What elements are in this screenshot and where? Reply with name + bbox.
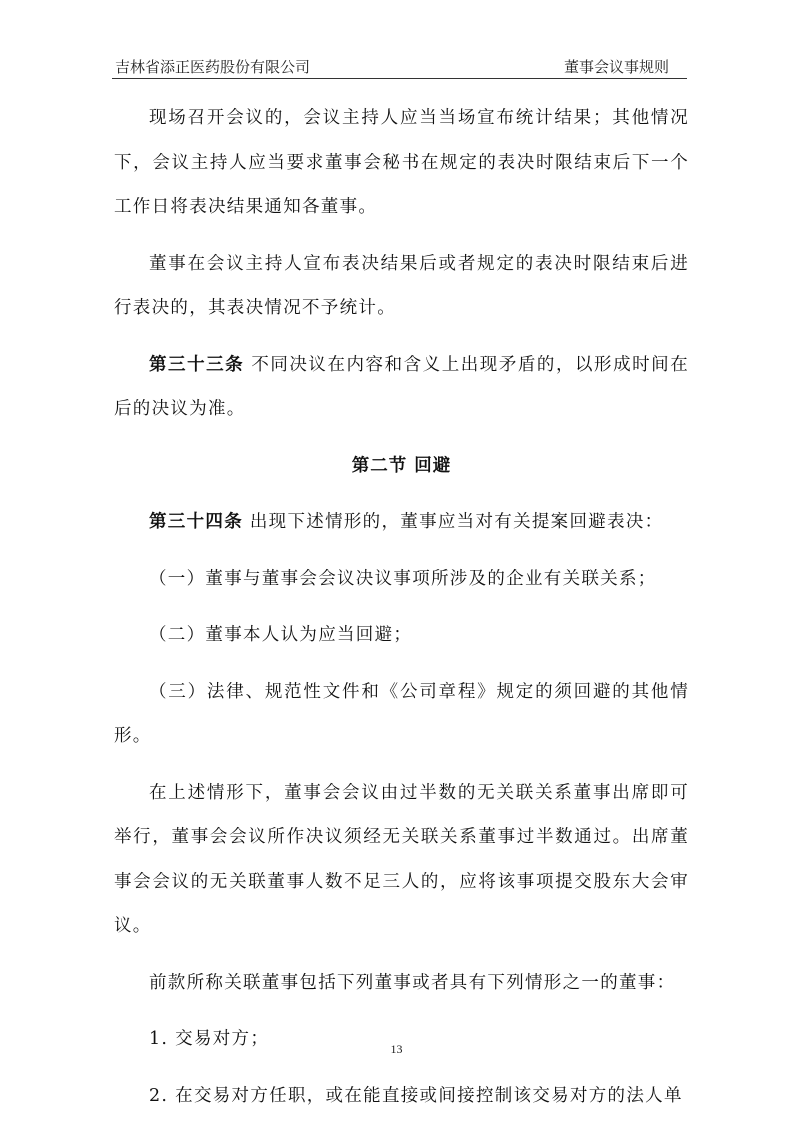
paragraph-late-vote: 董事在会议主持人宣布表决结果后或者规定的表决时限结束后进行表决的，其表决情况不予统计。	[114, 253, 689, 318]
page-header	[112, 52, 687, 79]
article-34	[114, 500, 689, 545]
article-33-label: 第三十三条	[149, 354, 245, 375]
article-34-label: 第三十四条	[149, 512, 243, 532]
numbered-item-1: 1. 交易对方；	[149, 1029, 270, 1049]
section-heading: 第二节 回避	[351, 455, 452, 476]
paragraph-vote-result-announcement: 现场召开会议的，会议主持人应当当场宣布统计结果；其他情况下，会议主持人应当要求董事会秘书在规定的表决时限结束后下一个工作日将表决结果通知各董事。	[114, 108, 689, 217]
list-item-2: （二）董事本人认为应当回避；	[149, 625, 413, 645]
document-body	[114, 96, 689, 1118]
article-34-text: 出现下述情形的，董事应当对有关提案回避表决：	[249, 512, 664, 532]
page-number: 13	[390, 1042, 403, 1056]
paragraph-related-directors: 前款所称关联董事包括下列董事或者具有下列情形之一的董事：	[149, 972, 676, 993]
list-item-1: （一）董事与董事会会议决议事项所涉及的企业有关联关系；	[149, 568, 657, 589]
list-item-3: （三）法律、规范性文件和《公司章程》规定的须回避的其他情形。	[114, 681, 689, 746]
paragraph-quorum: 在上述情形下，董事会会议由过半数的无关联关系董事出席即可举行，董事会会议所作决议须经无关联关系董事过半数通过。出席董事会会议的无关联董事人数不足三人的，应将该事项提交股东大会审议。	[114, 782, 689, 936]
numbered-item-2: 2. 在交易对方任职，或在能直接或间接控制该交易对方的法人单	[149, 1085, 683, 1106]
header-document-title: 董事会议事规则	[563, 58, 669, 76]
header-company-name: 吉林省添正医药股份有限公司	[115, 58, 311, 76]
article-33	[114, 343, 689, 432]
article-33-text: 不同决议在内容和含义上出现矛盾的，以形成时间在后的决议为准。	[114, 354, 689, 419]
